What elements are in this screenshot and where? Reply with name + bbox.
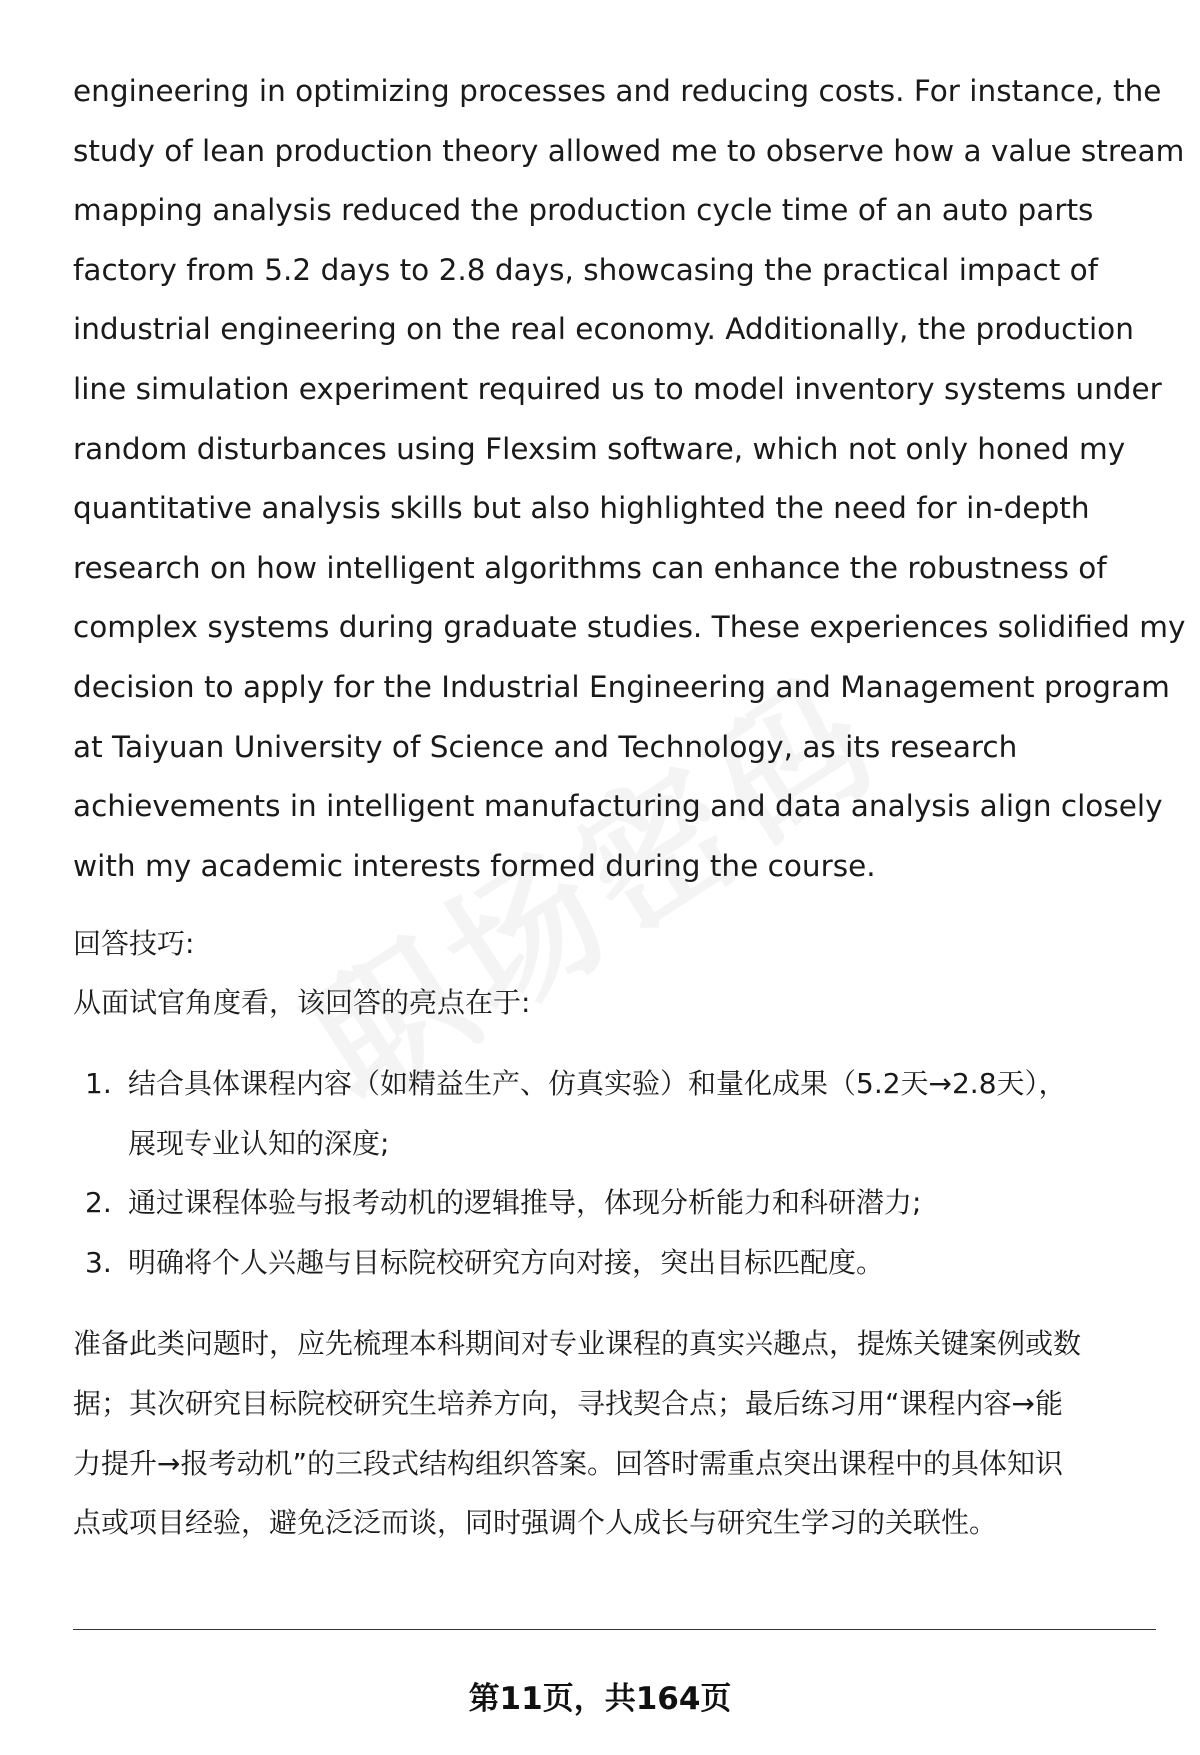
text-line: 力提升→报考动机”的三段式结构组织答案。回答时需重点突出课程中的具体知识 [73,1446,1063,1480]
text-line: with my academic interests formed during the course. [73,848,876,883]
text-line: random disturbances using Flexsim software, which not only honed my [73,431,1126,466]
answer-paragraph [73,62,1186,896]
text-line: line simulation experiment required us to model inventory systems under [73,371,1162,406]
text-line: engineering in optimizing processes and reducing costs. For instance, the [73,74,1162,108]
list-item-number: 1. [85,1067,112,1101]
text-line: 准备此类问题时，应先梳理本科期间对专业课程的真实兴趣点，提炼关键案例或数 [73,1327,1082,1361]
footer-divider [73,1629,1156,1630]
list-item [73,1233,1153,1293]
tips-heading: 回答技巧: [73,927,195,961]
text-line: factory from 5.2 days to 2.8 days, showcasing the practical impact of [73,252,1099,287]
list-item-text: 通过课程体验与报考动机的逻辑推导，体现分析能力和科研潜力; [128,1186,922,1220]
text-line: decision to apply for the Industrial Engineering and Management program [73,669,1170,704]
text-line: mapping analysis reduced the production cycle time of an auto parts [73,193,1094,228]
list-item-number: 2. [85,1186,112,1220]
text-line: 点或项目经验，避免泛泛而谈，同时强调个人成长与研究生学习的关联性。 [73,1506,998,1540]
list-item-text: 明确将个人兴趣与目标院校研究方向对接，突出目标匹配度。 [128,1245,885,1279]
list-item-text: 结合具体课程内容（如精益生产、仿真实验）和量化成果（5.2天→2.8天）， [128,1067,1067,1101]
list-item [73,1054,1153,1173]
highlights-list [73,1054,1153,1292]
list-item-text: 展现专业认知的深度; [128,1126,390,1160]
text-line: study of lean production theory allowed me to observe how a value stream [73,133,1185,168]
tips-intro: 从面试官角度看，该回答的亮点在于: [73,986,531,1020]
list-item [73,1173,1153,1233]
page-number: 第11页，共164页 [468,1681,732,1717]
text-line: at Taiyuan University of Science and Technology, as its research [73,729,1018,764]
text-line: quantitative analysis skills but also highlighted the need for in-depth [73,491,1090,526]
text-line: research on how intelligent algorithms can enhance the robustness of [73,550,1107,585]
text-line: complex systems during graduate studies. These experiences solidified my [73,610,1186,645]
text-line: achievements in intelligent manufacturing and data analysis align closely [73,789,1163,824]
page-content [73,62,1186,1553]
advice-paragraph [73,1314,1153,1552]
list-item-number: 3. [85,1245,112,1279]
text-line: industrial engineering on the real economy. Additionally, the production [73,312,1134,347]
text-line: 据；其次研究目标院校研究生培养方向，寻找契合点；最后练习用“课程内容→能 [73,1386,1063,1420]
